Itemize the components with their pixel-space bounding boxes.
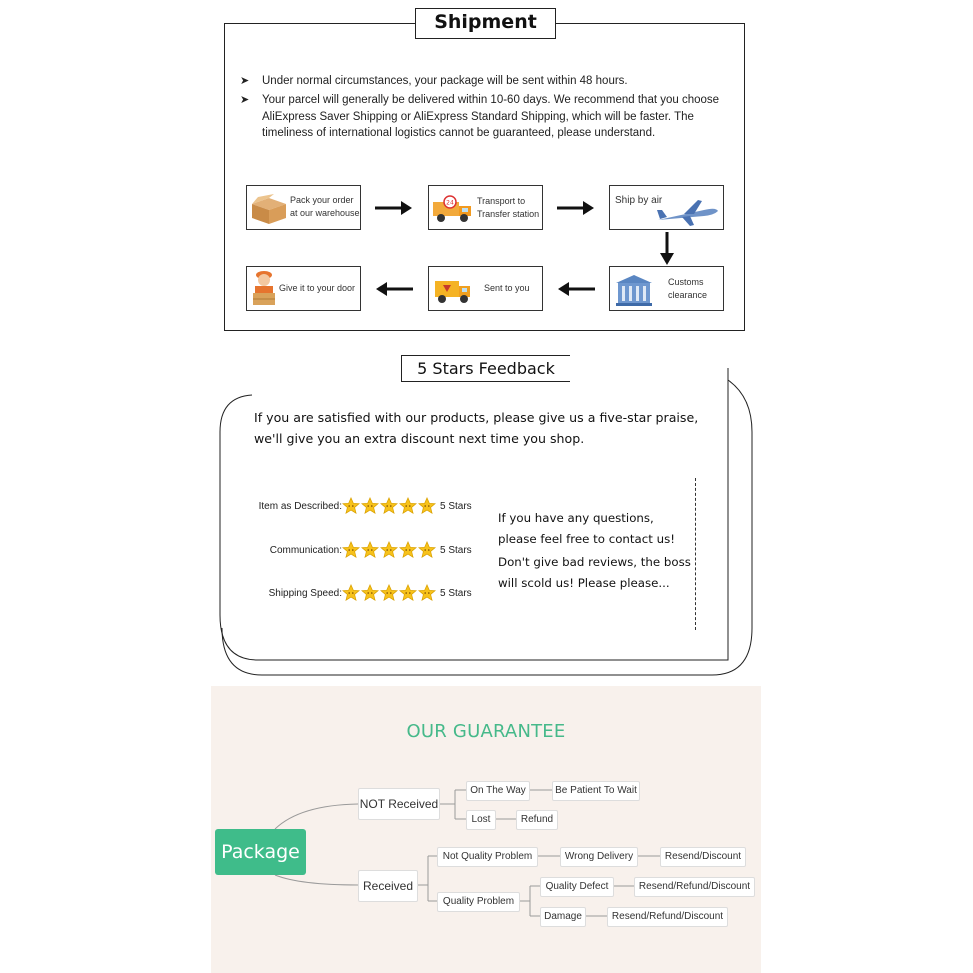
step-sent-to-you: Sent to you: [428, 266, 543, 311]
node-resend-discount: Resend/Discount: [660, 847, 746, 867]
node-refund: Refund: [516, 810, 558, 830]
shipment-title: Shipment: [415, 8, 556, 39]
step-pack-order: Pack your order at our warehouse: [246, 185, 361, 230]
package-root-node: Package: [215, 829, 306, 875]
node-damage: Damage: [540, 907, 586, 927]
step-customs-clearance: Customs clearance: [609, 266, 724, 311]
bullet-arrow-icon: ➤: [240, 94, 250, 106]
node-resend-refund-discount-damage: Resend/Refund/Discount: [607, 907, 728, 927]
node-wrong-delivery: Wrong Delivery: [560, 847, 638, 867]
feedback-intro: If you are satisfied with our products, please give us a five-star praise, we'll give you an extra discount next time you shop.: [254, 410, 699, 446]
step-transport: 24 Transport to Transfer station: [428, 185, 543, 230]
node-resend-refund-discount-defect: Resend/Refund/Discount: [634, 877, 755, 897]
svg-text:24: 24: [446, 199, 454, 207]
step-ship-by-air: Ship by air: [609, 185, 724, 230]
node-quality-problem: Quality Problem: [437, 892, 520, 912]
node-on-the-way: On The Way: [466, 781, 530, 801]
node-lost: Lost: [466, 810, 496, 830]
node-received: Received: [358, 870, 418, 902]
guarantee-title: OUR GUARANTEE: [406, 721, 566, 742]
bullet-arrow-icon: ➤: [240, 75, 250, 87]
node-not-quality-problem: Not Quality Problem: [437, 847, 538, 867]
bad-review-message: Don't give bad reviews, the boss will scold us! Please please...: [498, 555, 691, 590]
node-not-received: NOT Received: [358, 788, 440, 820]
node-quality-defect: Quality Defect: [540, 877, 614, 897]
feedback-title: 5 Stars Feedback: [401, 355, 570, 382]
step-give-to-door: Give it to your door: [246, 266, 361, 311]
node-be-patient: Be Patient To Wait: [552, 781, 640, 801]
contact-message: If you have any questions, please feel free to contact us!: [498, 511, 675, 546]
